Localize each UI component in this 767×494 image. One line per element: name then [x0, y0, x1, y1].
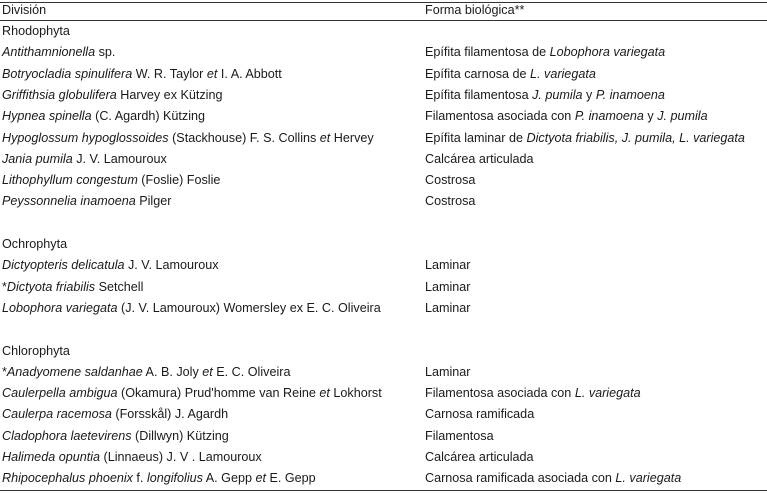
division-name: [2, 21, 70, 42]
text: I. A. Abbott: [217, 66, 282, 81]
text: Epífita carnosa de: [425, 66, 531, 81]
text: y: [582, 87, 596, 102]
text: A. Gepp: [202, 471, 256, 486]
text: Costrosa: [425, 173, 476, 188]
text: Carnosa ramificada: [425, 407, 535, 422]
species-name: [2, 362, 290, 383]
table-row: [0, 426, 767, 447]
table-row: [0, 42, 767, 63]
table-row: [0, 149, 767, 170]
text: Carnosa ramificada asociada con: [425, 471, 616, 486]
text: J. V. Lamouroux: [72, 151, 167, 166]
text: (C. Agardh) Kützing: [91, 109, 206, 124]
text: Filamentosa: [425, 428, 494, 443]
table-row: [0, 277, 767, 298]
forma-biologica: [425, 447, 534, 468]
text: Setchell: [95, 279, 144, 294]
species-name: [2, 149, 167, 170]
forma-biologica: [425, 170, 475, 191]
forma-biologica: [425, 277, 471, 298]
table-row: [0, 85, 767, 106]
text: Epífita laminar de: [425, 130, 527, 145]
species-name: [2, 106, 205, 127]
text: Calcárea articulada: [425, 151, 534, 166]
species-name: [2, 170, 220, 191]
text: Costrosa: [425, 194, 476, 209]
italic-text: Jania pumila: [2, 151, 73, 166]
forma-biologica: [425, 128, 745, 149]
text: Pilger: [135, 194, 172, 209]
forma-biologica: [425, 42, 665, 63]
text: (Okamura) Prud'homme van Reine: [117, 386, 320, 401]
text: (J. V. Lamouroux) Womersley ex E. C. Oliveira: [117, 300, 381, 315]
italic-text: Caulerpa racemosa: [2, 407, 112, 422]
text: Filamentosa asociada con: [425, 386, 575, 401]
table-row: [0, 128, 767, 149]
forma-biologica: [425, 106, 708, 127]
table-bottom-rule: [0, 490, 767, 491]
text: Calcárea articulada: [425, 450, 534, 464]
italic-text: L. variegata: [615, 471, 682, 486]
spacer-row: [0, 213, 767, 234]
division-name: [2, 341, 70, 362]
italic-text: et: [202, 364, 213, 379]
italic-text: Peyssonnelia inamoena: [2, 194, 136, 209]
italic-text: Dictyopteris delicatula: [2, 258, 125, 273]
italic-text: Lobophora variegata: [2, 300, 118, 315]
forma-biologica: [425, 426, 494, 447]
forma-biologica: [425, 64, 596, 85]
forma-biologica: [425, 383, 641, 404]
text: E. C. Oliveira: [212, 364, 291, 379]
table-row: [0, 191, 767, 212]
text: Rhodophyta: [2, 24, 70, 38]
italic-text: Dictyota friabilis, J. pumila, L. variegata: [526, 130, 745, 145]
text: Laminar: [425, 279, 471, 294]
text: Lokhorst: [329, 386, 382, 401]
text: (Forsskål) J. Agardh: [111, 407, 229, 422]
text: *: [2, 279, 7, 294]
table-row: [0, 298, 767, 319]
text: (Foslie) Foslie: [137, 173, 221, 188]
forma-biologica: [425, 404, 534, 425]
text: Harvey ex Kützing: [116, 87, 223, 102]
italic-text: et: [206, 66, 218, 81]
species-name: [2, 64, 282, 85]
text: *: [2, 364, 7, 379]
group-header-row: [0, 341, 767, 362]
text: sp.: [95, 45, 116, 60]
italic-text: P. inamoena: [574, 109, 644, 124]
text: f.: [132, 471, 147, 486]
text: A. B. Joly: [142, 364, 203, 379]
table-row: [0, 404, 767, 425]
italic-text: Botryocladia spinulifera: [2, 66, 133, 81]
italic-text: Dictyota friabilis: [6, 279, 96, 294]
italic-text: Antithamnionella: [2, 45, 96, 60]
italic-text: et: [255, 471, 266, 486]
forma-biologica: [425, 149, 534, 170]
table-row: [0, 106, 767, 127]
italic-text: Anadyomene saldanhae: [6, 364, 143, 379]
species-name: [2, 85, 223, 106]
italic-text: Caulerpella ambigua: [2, 386, 118, 401]
text: Filamentosa asociada con: [425, 109, 575, 124]
species-name: [2, 277, 143, 298]
species-name: [2, 255, 219, 276]
spacer-row: [0, 319, 767, 340]
table-header-row: [0, 0, 767, 21]
species-name: [2, 298, 381, 319]
italic-text: Halimeda opuntia: [2, 450, 101, 464]
text: y: [643, 109, 658, 124]
italic-text: Cladophora laetevirens: [2, 428, 132, 443]
forma-biologica: [425, 255, 471, 276]
text: J. V. Lamouroux: [124, 258, 219, 273]
species-name: [2, 383, 382, 404]
table-row: [0, 255, 767, 276]
table-row: [0, 362, 767, 383]
species-name: [2, 128, 374, 149]
text: E. Gepp: [265, 471, 316, 486]
table-row: [0, 170, 767, 191]
italic-text: Lobophora variegata: [549, 45, 666, 60]
italic-text: L. variegata: [574, 386, 641, 401]
species-name: [2, 426, 229, 447]
species-name: [2, 447, 262, 468]
text: Epífita filamentosa: [425, 87, 533, 102]
species-name: [2, 191, 171, 212]
text: (Stackhouse) F. S. Collins: [168, 130, 320, 145]
group-header-row: [0, 21, 767, 42]
italic-text: Griffithsia globulifera: [2, 87, 117, 102]
table-row: [0, 64, 767, 85]
italic-text: Lithophyllum congestum: [2, 173, 138, 188]
italic-text: et: [319, 130, 331, 145]
species-name: [2, 42, 115, 63]
text: W. R. Taylor: [132, 66, 207, 81]
italic-text: L. variegata: [530, 66, 596, 81]
table-row: [0, 383, 767, 404]
forma-biologica: [425, 191, 475, 212]
italic-text: longifolius: [146, 471, 203, 486]
text: (Dillwyn) Kützing: [131, 428, 229, 443]
forma-biologica: [425, 298, 471, 319]
header-forma-biologica: Forma biológica**: [425, 3, 525, 17]
italic-text: P. inamoena: [595, 87, 665, 102]
text: Ochrophyta: [2, 237, 68, 251]
species-name: [2, 404, 228, 425]
table-row: [0, 447, 767, 468]
italic-text: et: [319, 386, 330, 401]
text: Chlorophyta: [2, 343, 70, 358]
italic-text: Hypoglossum hypoglossoides: [2, 130, 169, 145]
header-division: División: [2, 3, 47, 17]
text: Epífita filamentosa de: [425, 45, 550, 60]
division-name: [2, 234, 67, 255]
italic-text: J. pumila: [657, 109, 708, 124]
text: Hervey: [330, 130, 374, 145]
table-row: [0, 468, 767, 489]
forma-biologica: [425, 85, 665, 106]
italic-text: J. pumila: [532, 87, 583, 102]
forma-biologica: [425, 362, 471, 383]
text: (Linnaeus) J. V . Lamouroux: [100, 450, 262, 464]
species-name: [2, 468, 316, 489]
text: Laminar: [425, 300, 471, 315]
text: Laminar: [425, 364, 471, 379]
forma-biologica: [425, 468, 681, 489]
group-header-row: [0, 234, 767, 255]
text: Laminar: [425, 258, 471, 273]
italic-text: Hypnea spinella: [2, 109, 92, 124]
italic-text: Rhipocephalus phoenix: [2, 471, 133, 486]
